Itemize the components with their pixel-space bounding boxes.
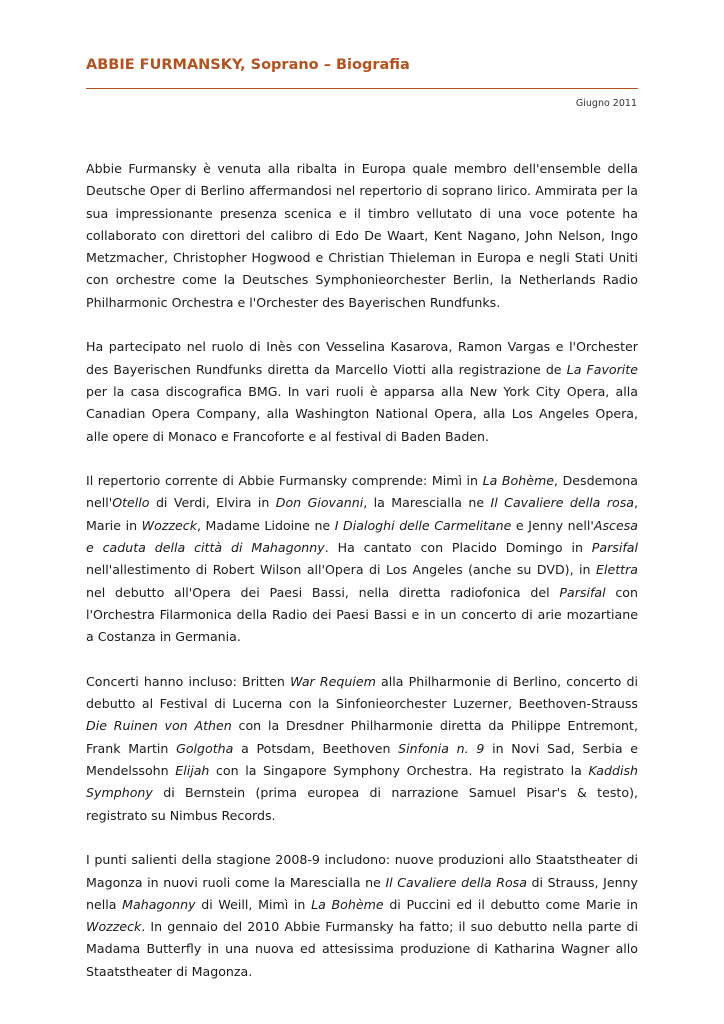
italic-title-text: War Requiem [290,673,376,689]
paragraph-text: e Jenny nell' [511,517,594,533]
paragraph-text: per la casa discografica BMG. In vari ruoli è apparsa alla New York City Opera, alla Canadian Opera Company, alla Washington National Opera, alla Los Angeles Opera, alle opere di Monaco e Francoforte e al festival di Baden Baden. [86,383,638,444]
document-body [86,158,638,1005]
italic-title-text: Elettra [596,562,638,578]
document-title: ABBIE FURMANSKY, Soprano – Biografia [86,57,410,73]
italic-title-text: La Bohème [311,896,384,912]
paragraph-text: . Ha cantato con Placido Domingo in [324,540,592,556]
italic-title-text: Wozzeck [86,919,142,935]
paragraph-text: con la Singapore Symphony Orchestra. Ha registrato la [209,763,589,779]
paragraph-text: di Weill, Mimì in [195,896,312,912]
paragraph-text: alla Philharmonie di Berlino, concerto di debutto al Festival di Lucerna con la Sinfonieorchester Luzerner, Beethoven-Strauss [86,673,638,712]
italic-title-text: Otello [112,495,150,511]
paragraph-2 [86,336,638,447]
italic-title-text: Die Ruinen von Athen [86,718,232,734]
paragraph-text: di Strauss, Jenny nella [86,874,638,912]
italic-title-text: Il Cavaliere della Rosa [385,874,527,890]
italic-title-text: La Favorite [566,361,638,377]
paragraph-text: Concerti hanno incluso: Britten [86,673,291,689]
paragraph-text: , Marie in [86,495,638,533]
paragraph-text: di Puccini ed il debutto come Marie in [383,896,639,912]
paragraph-text: , la Marescialla ne [363,495,491,511]
paragraph-4 [86,671,638,827]
paragraph-text: di Bernstein (prima europea di narrazione Samuel Pisar's & testo), registrato su Nimbus Records. [86,785,638,823]
paragraph-text: di Verdi, Elvira in [149,495,276,511]
document-date: Giugno 2011 [575,98,637,109]
paragraph-5 [86,849,638,983]
italic-title-text: Sinfonia n. 9 [398,740,485,756]
paragraph-text: I punti salienti della stagione 2008-9 includono: nuove produzioni allo Staatstheater di Magonza in nuovi ruoli come la Marescialla ne [86,852,638,890]
paragraph-text: nell'allestimento di Robert Wilson all'Opera di Los Angeles (anche su DVD), in [86,562,597,578]
paragraph-text: a Potsdam, Beethoven [233,740,399,756]
italic-title-text: Golgotha [176,740,234,756]
italic-title-text: Parsifal [559,584,606,600]
title-divider [86,88,638,89]
italic-title-text: Ascesa e caduta della città di Mahagonny [86,517,639,556]
paragraph-text: . In gennaio del 2010 Abbie Furmansky ha fatto; il suo debutto nella parte di Madama Butterfly in una nuova ed attesissima produzione di Katharina Wagner allo Staatstheater di Magonza. [86,919,638,979]
paragraph-text: nel debutto all'Opera dei Paesi Bassi, nella diretta radiofonica del [86,584,560,600]
paragraph-text: Abbie Furmansky è venuta alla ribalta in Europa quale membro dell'ensemble della Deutsche Oper di Berlino affermandosi nel repertorio di soprano lirico. Ammirata per la sua impressionante presenza scenica e il timbro vellutato di una voce potente ha collaborato con direttori del calibro di Edo De Waart, Kent Nagano, John Nelson, Ingo Metzmacher, Christopher Hogwood e Christian Thieleman in Europa e negli Stati Uniti con orchestre come la Deutsches Symphonieorchester Berlin, la Netherlands Radio Philharmonic Orchestra e l'Orchester des Bayerischen Rundfunks. [86,161,638,310]
paragraph-text: in Novi Sad, Serbia e Mendelssohn [86,740,638,779]
paragraph-text: con l'Orchestra Filarmonica della Radio dei Paesi Bassi e in un concerto di arie mozartiane a Costanza in Germania. [86,584,638,645]
paragraph-text: Ha partecipato nel ruolo di Inès con Vesselina Kasarova, Ramon Vargas e l'Orchester des Bayerischen Rundfunks diretta da Marcello Viotti alla registrazione de [86,339,638,377]
paragraph-text: , Desdemona nell' [86,473,638,511]
paragraph-text: , Madame Lidoine ne [196,517,335,533]
italic-title-text: Parsifal [591,540,638,556]
italic-title-text: Mahagonny [122,896,196,912]
paragraph-text: con la Dresdner Philharmonie diretta da Philippe Entremont, Frank Martin [86,718,638,756]
paragraph-1 [86,158,638,314]
paragraph-3 [86,470,638,648]
italic-title-text: La Bohème [482,473,554,489]
paragraph-text: Il repertorio corrente di Abbie Furmansky comprende: Mimì in [86,473,483,489]
italic-title-text: Kaddish Symphony [86,763,638,801]
italic-title-text: Don Giovanni [275,495,364,511]
italic-title-text: Il Cavaliere della rosa [490,495,634,511]
italic-title-text: Wozzeck [141,517,197,533]
italic-title-text: I Dialoghi delle Carmelitane [334,517,512,533]
italic-title-text: Elijah [175,763,210,779]
